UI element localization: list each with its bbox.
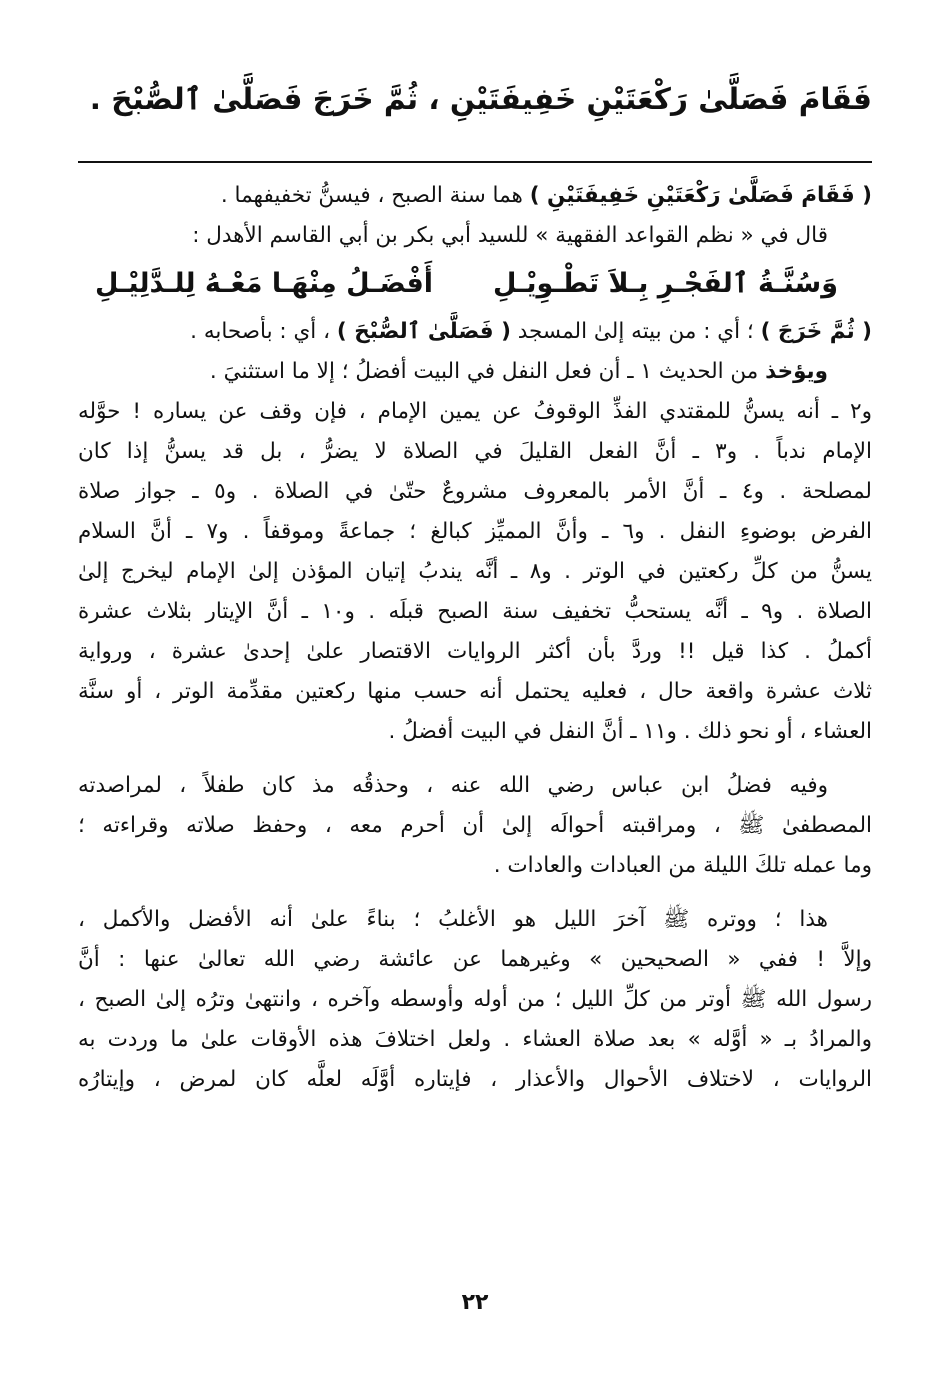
paragraph-line: العشاء ، أو نحو ذلك . و١١ ـ أنَّ النفل في البيت أفضلُ . — [388, 719, 872, 744]
verse-first-hemistich: وَسُنَّـةُ ٱلفَجْـرِ بِـلاَ تَطْـوِيْـلِ — [493, 268, 838, 299]
paragraph-line: يسنُّ من كلِّ ركعتين في الوتر . و٨ ـ أنَّه يندبُ إتيان المؤذن إلىٰ الإمام ليخرج إلىٰ — [78, 559, 872, 584]
commentary-text: ؛ أي : من بيته إلىٰ المسجد — [510, 319, 761, 344]
paragraph-spacer — [78, 886, 872, 900]
paragraph-line: الفرض بوضوءِ النفل . و٦ ـ وأنَّ المميِّز كبالغ ؛ جماعةً وموقفاً . و٧ ـ أنَّ السلام — [78, 519, 872, 544]
paragraph-line: المصطفىٰ ﷺ ، ومراقبته أحوالَه إلىٰ أن أحرم معه ، وحفظ صلاته وقراءته ؛ — [78, 813, 872, 838]
verse-intro: قال في « نظم القواعد الفقهية » للسيد أبي بكر بن أبي القاسم الأهدل : — [192, 223, 828, 248]
paragraph-line: وإلاَّ ! ففي « الصحيحين » وغيرهما عن عائشة رضي الله تعالىٰ عنها : أنَّ — [78, 947, 872, 972]
paragraph-line: أكملُ . كذا قيل !! وردَّ بأن أكثر الروايات الاقتصار علىٰ إحدىٰ عشرة ، ورواية — [78, 639, 872, 664]
separator-line — [78, 161, 872, 163]
commentary-line — [78, 176, 872, 216]
paragraph-line: و٢ ـ أنه يسنُّ للمقتدي الفذِّ الوقوفُ عن يمين الإمام ، فإن وقف عن يساره ! حوَّله — [78, 399, 872, 424]
quoted-phrase: ( ثُمَّ خَرَجَ ) — [760, 319, 872, 344]
paragraph-line: وفيه فضلُ ابن عباس رضي الله عنه ، وحذقُه مذ كان طفلاً ، لمراصدته — [78, 773, 828, 798]
paragraph-line: وما عمله تلكَ الليلة من العبادات والعادات . — [493, 853, 872, 878]
verse-second-hemistich: أَفْضَـلُ مِنْهَـا مَعْـهُ لِلـدَّلِيْـلِ — [95, 268, 434, 299]
paragraph-line: رسول الله ﷺ أوتر من كلِّ الليل ؛ من أوله وأوسطه وآخره ، وانتهىٰ وترُه إلىٰ الصبح ، — [78, 987, 872, 1012]
quoted-phrase: ( فَقَامَ فَصَلَّىٰ رَكْعَتَيْنِ خَفِيفَتَيْنِ ) — [529, 183, 872, 208]
poem-verse — [78, 256, 872, 312]
paragraph-line: لمصلحة . و٤ ـ أنَّ الأمر بالمعروف مشروعٌ حتّىٰ في الصلاة . و٥ ـ جواز صلاة — [78, 479, 872, 504]
quoted-phrase: ( فَصَلَّىٰ ٱلصُّبْحَ ) — [336, 319, 511, 344]
commentary-text: هما سنة الصبح ، فيسنُّ تخفيفهما . — [220, 183, 530, 208]
hadith-text: فَقَامَ فَصَلَّىٰ رَكْعَتَيْنِ خَفِيفَتَيْنِ ، ثُمَّ خَرَجَ فَصَلَّىٰ ٱلصُّبْحَ . — [89, 82, 872, 116]
paragraph-line: الروايات ، لاختلاف الأحوال والأعذار ، فإيتاره أوَّلَه لعلَّه كان لمرض ، وإيتارُه — [78, 1067, 872, 1092]
paragraph-line — [78, 352, 872, 392]
paragraph-line: الإمام ندباً . و٣ ـ أنَّ الفعل القليلَ في الصلاة لا يضرُّ ، بل قد يسنُّ إذا كان — [78, 439, 872, 464]
paragraph-line: هذا ؛ ووتره ﷺ آخرَ الليل هو الأغلبُ ؛ بناءً علىٰ أنه الأفضل والأكمل ، — [78, 907, 828, 932]
paragraph-spacer — [78, 752, 872, 766]
paragraph-text: من الحديث ١ ـ أن فعل النفل في البيت أفضلُ ؛ إلا ما استثنيَ . — [209, 359, 766, 384]
paragraph-lead-word: ويؤخذ — [765, 359, 828, 384]
commentary-text: ، أي : بأصحابه . — [190, 319, 337, 344]
paragraph-line: الصلاة . و٩ ـ أنَّه يستحبُّ تخفيف سنة الصبح قبلَه . و١٠ ـ أنَّ الإيتار بثلاث عشرة — [78, 599, 872, 624]
commentary-section — [78, 176, 872, 1100]
commentary-line — [78, 312, 872, 352]
book-page — [78, 0, 872, 1376]
paragraph-line: ثلاث عشرة واقعة حال ، فعليه يحتمل أنه حسب منها ركعتين مقدِّمة الوتر ، أو سنَّة — [78, 679, 872, 704]
paragraph-line: والمرادُ بـ « أوَّله » بعد صلاة العشاء . ولعل اختلافَ هذه الأوقات علىٰ ما وردت به — [78, 1027, 872, 1052]
page-number: ٢٢ — [461, 1290, 489, 1315]
